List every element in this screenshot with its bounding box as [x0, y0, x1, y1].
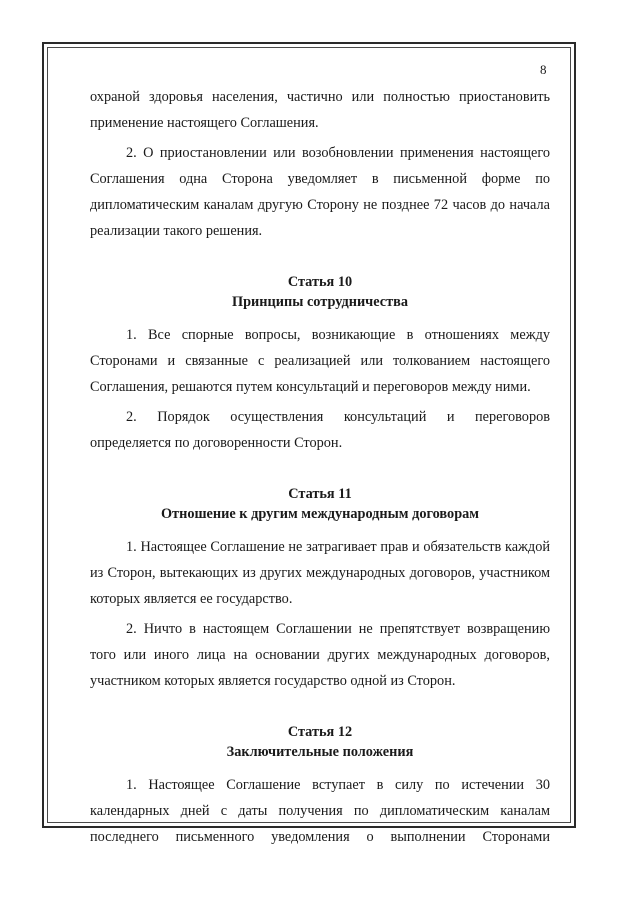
- article-10-paragraph-2: 2. Порядок осуществления консультаций и переговоров определяется по договоренности Сторон.: [90, 409, 550, 451]
- paragraph-intro-2: 2. О приостановлении или возобновлении применения настоящего Соглашения одна Сторона уведомляет в письменной форме по дипломатическим каналам другую Сторону не позднее 72 часов до начала реализации такого решения.: [90, 145, 550, 239]
- article-12-heading: Статья 12: [287, 724, 353, 740]
- article-12-title: Заключительные положения: [226, 744, 414, 760]
- article-10-header: [90, 272, 550, 312]
- article-11-header: [90, 484, 550, 524]
- document-body: [90, 84, 550, 854]
- article-10-title: Принципы сотрудничества: [231, 294, 409, 310]
- page-number: 8: [540, 62, 547, 77]
- paragraph-intro-1: охраной здоровья населения, частично или полностью приостановить применение настоящего Соглашения.: [90, 89, 550, 131]
- article-10-paragraph-1: 1. Все спорные вопросы, возникающие в отношениях между Сторонами и связанные с реализацией или толкованием настоящего Соглашения, решаются путем консультаций и переговоров между ними.: [90, 327, 550, 395]
- article-11-paragraph-2: 2. Ничто в настоящем Соглашении не препятствует возвращению того или иного лица на основании других международных договоров, участником которых является государство одной из Сторон.: [90, 621, 550, 689]
- article-11-heading: Статья 11: [288, 486, 352, 502]
- article-11-paragraph-1: 1. Настоящее Соглашение не затрагивает прав и обязательств каждой из Сторон, вытекающих из других международных договоров, участником которых является ее государство.: [90, 539, 550, 607]
- article-12-paragraph-1: 1. Настоящее Соглашение вступает в силу по истечении 30 календарных дней с даты получения по дипломатическим каналам последнего письменного уведомления о выполнении Сторонами: [90, 777, 550, 845]
- article-10-heading: Статья 10: [287, 274, 353, 290]
- article-12-header: [90, 722, 550, 762]
- article-11-title: Отношение к другим международным договорам: [160, 506, 480, 522]
